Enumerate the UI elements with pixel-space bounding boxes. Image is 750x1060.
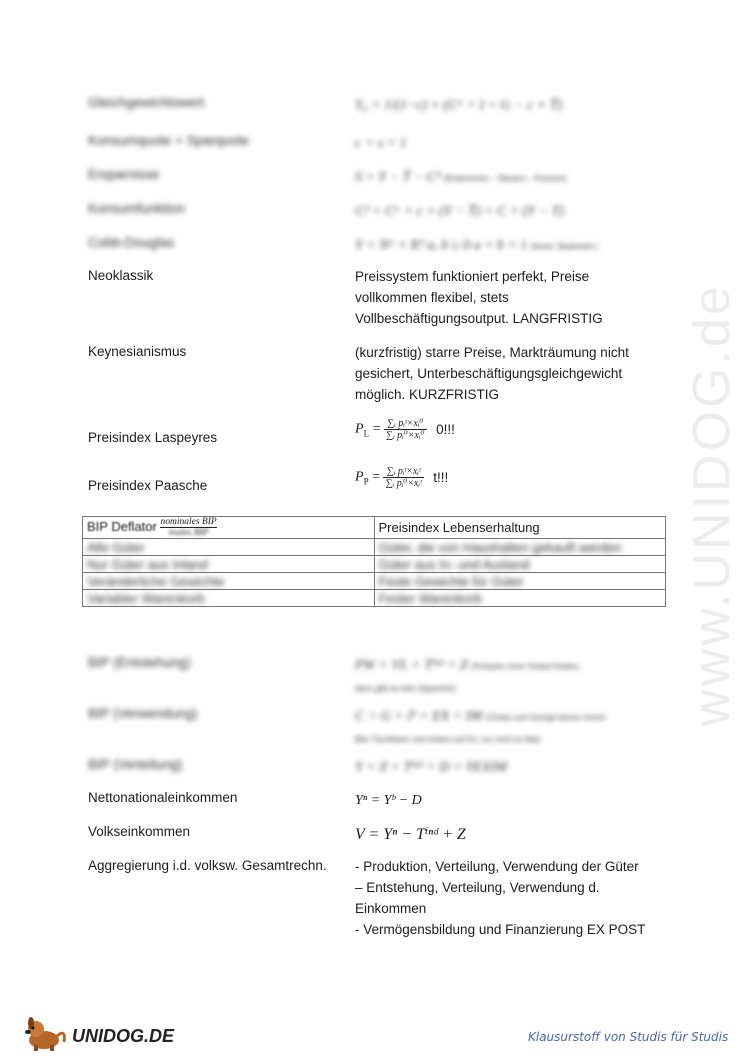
term-label: BIP (Verteilung) — [88, 757, 183, 772]
definition — [355, 856, 665, 940]
definition — [355, 342, 665, 405]
formula-suffix: t!!! — [433, 470, 449, 485]
definition-line: (kurzfristig) starre Preise, Markträumung nicht — [355, 345, 629, 360]
definition-line: – Entstehung, Verteilung, Verwendung d. — [355, 880, 600, 895]
fraction-denominator: reales BIP — [168, 528, 209, 538]
definition — [355, 266, 665, 329]
term-label: Preisindex Laspeyres — [88, 430, 218, 445]
header-label: BIP Deflator — [87, 518, 157, 534]
definition-line: gesichert, Unterbeschäftigungsgleichgewicht — [355, 366, 623, 381]
formula-with-note — [355, 167, 665, 189]
formula-with-note — [355, 655, 665, 699]
term-label: Keynesianismus — [88, 344, 187, 359]
fraction-numerator: ∑ᵢ pᵢᵗ×xᵢᵗ — [383, 466, 423, 478]
formula: Yⁿ = Yᵇ − D — [355, 793, 422, 808]
term-label: Volkseinkommen — [88, 824, 191, 839]
definition-line: Preissystem funktioniert perfekt, Preise — [355, 269, 590, 284]
table-cell: Fester Warenkorb — [374, 590, 666, 607]
formula-note: Bier Tischfeiern und trinken auf Ex, nur nicht im Mai) — [355, 735, 541, 744]
fraction-denominator: ∑ᵢ pᵢ⁰×xᵢ⁰ — [385, 430, 425, 441]
formula-note: (konst. Skalenertr.) — [530, 242, 598, 251]
term-label: Preisindex Paasche — [88, 478, 208, 493]
formula-with-note — [355, 235, 665, 257]
definition-line: Einkommen — [355, 901, 427, 916]
formula-note: (Charly und George lassen immer — [485, 713, 606, 722]
term-label: Konsumfunktion — [88, 201, 185, 216]
formula-note: (Einkommen – Steuern – Konsum) — [443, 174, 567, 183]
table-cell: Feste Gewichte für Güter — [374, 573, 666, 590]
formula: PW = VL + Tⁱⁿᵈ = Z — [355, 658, 468, 673]
definition-line: möglich. KURZFRISTIG — [355, 387, 500, 402]
formula-note: (Portwein ohne Vorlauf trinken, — [471, 662, 581, 671]
fraction-numerator: ∑ᵢ pᵢᵗ×xᵢ⁰ — [384, 418, 427, 430]
table-cell: Veränderliche Gewichte — [83, 573, 375, 590]
definition-line: Vollbeschäftigungsoutput. LANGFRISTIG — [355, 311, 603, 326]
equals-sign: = — [372, 421, 381, 437]
logo-text: UNIDOG.DE — [72, 1026, 175, 1046]
fraction — [384, 418, 427, 441]
laspeyres-formula — [355, 418, 665, 441]
dog-icon — [22, 1016, 70, 1052]
formula: V = Yⁿ − Tⁱⁿᵈ + Z — [355, 826, 466, 843]
paasche-formula — [355, 466, 665, 489]
formula-lhs: P — [355, 469, 364, 485]
fraction — [383, 466, 423, 489]
table-row — [83, 573, 666, 590]
footer-tagline: Klausurstoff von Studis für Studis — [528, 1030, 729, 1044]
term-label: Cobb-Douglas — [88, 235, 175, 250]
term-label: Nettonationaleinkommen — [88, 790, 238, 805]
term-label: Aggregierung i.d. volksw. Gesamtrechn. — [88, 858, 327, 873]
formula: S = Y − T̄ − Cᵈ — [355, 170, 441, 185]
definition-line: vollkommen flexibel, stets — [355, 290, 509, 305]
term-label: Gleichgewichtswert — [88, 95, 205, 110]
formula-lhs: P — [355, 421, 364, 437]
table-header-row — [83, 517, 666, 539]
formula: Y = Z + Tⁱⁿᵈ + D = YEXIM — [355, 760, 508, 775]
term-label: BIP (Verwendung) — [88, 706, 198, 721]
equals-sign: = — [372, 469, 380, 485]
term-label: Konsumquote + Sparquote — [88, 133, 249, 148]
table-header-left — [83, 517, 375, 539]
formula-subscript: P — [363, 476, 369, 487]
term-label: Neoklassik — [88, 268, 154, 283]
formula: Y = Nᵃ × Kᵇ a, b ≥ 0 a + b = 1 — [355, 238, 528, 253]
fraction-numerator: nominales BIP — [160, 517, 217, 527]
deflator-fraction — [160, 517, 216, 538]
table-header-right: Preisindex Lebenserhaltung — [374, 517, 666, 539]
table-cell: Variabler Warenkorb — [83, 590, 375, 607]
term-label: Ersparnisse — [88, 167, 160, 182]
fraction-denominator: ∑ᵢ pᵢ⁰×xᵢᵗ — [385, 478, 422, 489]
table-row — [83, 539, 666, 556]
watermark: www.UNIDOG.de — [683, 283, 741, 727]
table-row — [83, 556, 666, 573]
formula: C + G + Iᵇ + EX = IM — [355, 709, 483, 724]
definition-line: - Vermögensbildung und Finanzierung EX POST — [355, 922, 646, 937]
table-row — [83, 590, 666, 607]
formula: Cᵈ = Cᵃ + c × (Y − T̄) = C × (Y − T) — [355, 204, 565, 219]
table-cell: Güter aus In- und Ausland — [374, 556, 666, 573]
definition-line: - Produktion, Verteilung, Verwendung der Güter — [355, 859, 639, 874]
formula-subscript: L — [363, 428, 370, 439]
formula-with-note — [355, 706, 665, 750]
table-cell: Güter, die von Haushalten gekauft werden — [374, 539, 666, 556]
term-label: BIP (Entstehung) — [88, 655, 191, 670]
table-cell: Alle Güter — [83, 539, 375, 556]
formula-suffix: 0!!! — [436, 422, 455, 437]
table-cell: Nur Güter aus Inland — [83, 556, 375, 573]
formula-note: dann gibt es kein Zipperlein) — [355, 684, 456, 693]
formula: c + s = 1 — [355, 136, 407, 151]
deflator-comparison-table — [82, 516, 666, 607]
formula: Y₀ = 1/(1−c) × (Cᵃ + I + G − c × T̄) — [355, 98, 563, 113]
